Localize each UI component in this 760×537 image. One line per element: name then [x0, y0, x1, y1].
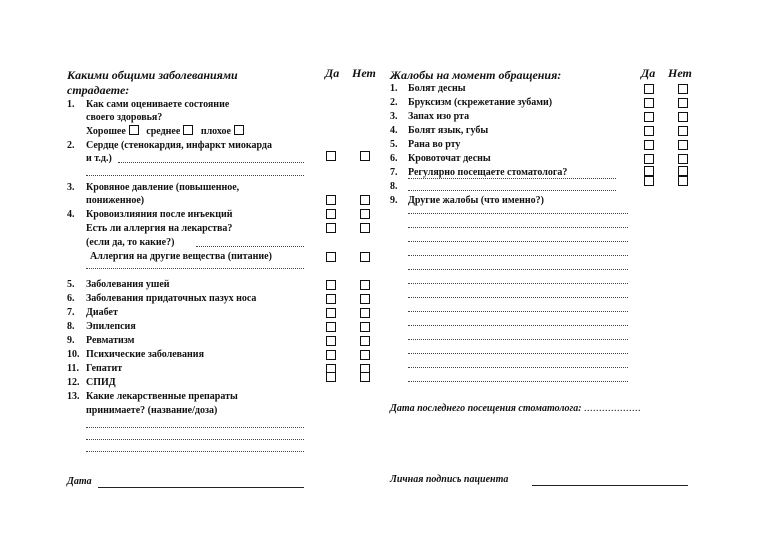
complaint-7-fill-line[interactable]	[408, 178, 616, 179]
item-5-yes-checkbox[interactable]	[326, 280, 336, 290]
q1-line2: своего здоровья?	[86, 112, 163, 123]
q3-line2: пониженное)	[86, 195, 145, 206]
date-label: Дата	[67, 476, 92, 487]
left-col-no-header: Нет	[352, 66, 376, 80]
last-visit-field[interactable]	[390, 403, 641, 414]
item-9-label: Ревматизм	[86, 335, 135, 346]
item-8-number: 8.	[67, 321, 75, 332]
item-12-label: СПИД	[86, 377, 116, 388]
other-complaints-line[interactable]	[408, 381, 628, 382]
complaint-4-yes-checkbox[interactable]	[644, 126, 654, 136]
item-9-yes-checkbox[interactable]	[326, 336, 336, 346]
complaint-9-label: Другие жалобы (что именно?)	[408, 195, 544, 206]
complaint-7-number: 7.	[390, 167, 398, 178]
other-complaints-line[interactable]	[408, 325, 628, 326]
item-9-number: 9.	[67, 335, 75, 346]
q4-injection-no-checkbox[interactable]	[360, 209, 370, 219]
item-10-no-checkbox[interactable]	[360, 350, 370, 360]
q2-yes-checkbox[interactable]	[326, 151, 336, 161]
complaint-6-number: 6.	[390, 153, 398, 164]
q4-line1: Кровоизлияния после инъекций	[86, 209, 233, 220]
last-visit-label: Дата последнего посещения стоматолога:	[390, 403, 582, 414]
item-12-no-checkbox[interactable]	[360, 372, 370, 382]
q13-fill-line-3[interactable]	[86, 451, 304, 452]
date-field[interactable]	[98, 487, 304, 488]
complaint-7-yes-checkbox[interactable]	[644, 166, 654, 176]
complaint-1-yes-checkbox[interactable]	[644, 84, 654, 94]
other-complaints-line[interactable]	[408, 297, 628, 298]
q1-bad-checkbox[interactable]	[234, 125, 244, 135]
q1-good-checkbox[interactable]	[129, 125, 139, 135]
complaint-1-number: 1.	[390, 83, 398, 94]
q4-drug-allergy-fill-line[interactable]	[196, 246, 304, 247]
item-6-number: 6.	[67, 293, 75, 304]
left-col-yes-header: Да	[325, 66, 340, 80]
complaint-6-label: Кровоточат десны	[408, 153, 491, 164]
item-5-number: 5.	[67, 279, 75, 290]
right-heading: Жалобы на момент обращения:	[390, 68, 562, 82]
item-10-label: Психические заболевания	[86, 349, 204, 360]
complaint-9-number: 9.	[390, 195, 398, 206]
q2-no-checkbox[interactable]	[360, 151, 370, 161]
q4-other-allergy-no-checkbox[interactable]	[360, 252, 370, 262]
q1-option-bad-label: плохое	[200, 126, 231, 137]
other-complaints-line[interactable]	[408, 255, 628, 256]
complaint-2-number: 2.	[390, 97, 398, 108]
complaint-1-no-checkbox[interactable]	[678, 84, 688, 94]
item-12-number: 12.	[67, 377, 80, 388]
other-complaints-line[interactable]	[408, 227, 628, 228]
q1-option-average-label: среднее	[146, 126, 181, 137]
q1-number: 1.	[67, 99, 75, 110]
complaint-3-label: Запах изо рта	[408, 111, 470, 122]
complaint-8-number: 8.	[390, 181, 398, 192]
q4-line3: (если да, то какие?)	[86, 237, 175, 248]
q4-line4: Аллергия на другие вещества (питание)	[90, 251, 272, 262]
q1-average-checkbox[interactable]	[183, 125, 193, 135]
other-complaints-line[interactable]	[408, 283, 628, 284]
last-visit-value: ...................	[584, 403, 642, 414]
q3-number: 3.	[67, 182, 75, 193]
item-5-label: Заболевания ушей	[86, 279, 170, 290]
complaint-4-no-checkbox[interactable]	[678, 126, 688, 136]
item-10-yes-checkbox[interactable]	[326, 350, 336, 360]
q2-fill-line-2[interactable]	[86, 175, 304, 176]
q1-options	[86, 125, 249, 138]
q13-fill-line-1[interactable]	[86, 427, 304, 428]
complaint-4-number: 4.	[390, 125, 398, 136]
q13-fill-line-2[interactable]	[86, 439, 304, 440]
complaint-3-number: 3.	[390, 111, 398, 122]
q1-option-good-label: Хорошее	[86, 126, 126, 137]
signature-field[interactable]	[532, 485, 688, 486]
q3-yes-checkbox[interactable]	[326, 195, 336, 205]
item-8-yes-checkbox[interactable]	[326, 322, 336, 332]
q3-no-checkbox[interactable]	[360, 195, 370, 205]
complaint-7-label: Регулярно посещаете стоматолога?	[408, 167, 568, 178]
item-9-no-checkbox[interactable]	[360, 336, 370, 346]
other-complaints-line[interactable]	[408, 241, 628, 242]
q13-line1: Какие лекарственные препараты	[86, 391, 238, 402]
q2-number: 2.	[67, 140, 75, 151]
item-11-number: 11.	[67, 363, 79, 374]
complaint-5-label: Рана во рту	[408, 139, 461, 150]
item-5-no-checkbox[interactable]	[360, 280, 370, 290]
q4-injection-yes-checkbox[interactable]	[326, 209, 336, 219]
item-6-yes-checkbox[interactable]	[326, 294, 336, 304]
other-complaints-line[interactable]	[408, 353, 628, 354]
complaint-2-yes-checkbox[interactable]	[644, 98, 654, 108]
item-8-label: Эпилепсия	[86, 321, 136, 332]
q4-line2: Есть ли аллергия на лекарства?	[86, 223, 233, 234]
other-complaints-line[interactable]	[408, 339, 628, 340]
other-complaints-line[interactable]	[408, 367, 628, 368]
item-7-number: 7.	[67, 307, 75, 318]
signature-label: Личная подпись пациента	[390, 474, 509, 485]
q13-line2: принимаете? (название/доза)	[86, 405, 218, 416]
item-7-yes-checkbox[interactable]	[326, 308, 336, 318]
other-complaints-line[interactable]	[408, 213, 628, 214]
item-6-label: Заболевания придаточных пазух носа	[86, 293, 257, 304]
complaint-7-no-checkbox[interactable]	[678, 166, 688, 176]
other-complaints-line[interactable]	[408, 311, 628, 312]
complaint-8-fill-line[interactable]	[408, 190, 616, 191]
complaint-8-yes-checkbox[interactable]	[644, 176, 654, 186]
complaint-2-no-checkbox[interactable]	[678, 98, 688, 108]
right-col-yes-header: Да	[641, 66, 656, 80]
q4-other-allergy-yes-checkbox[interactable]	[326, 252, 336, 262]
q2-fill-line-1[interactable]	[118, 162, 304, 163]
right-col-no-header: Нет	[668, 66, 692, 80]
complaint-6-yes-checkbox[interactable]	[644, 154, 654, 164]
item-7-no-checkbox[interactable]	[360, 308, 370, 318]
left-heading-line2: страдаете:	[67, 83, 130, 97]
q2-line2: и т.д.)	[86, 153, 112, 164]
complaint-5-yes-checkbox[interactable]	[644, 140, 654, 150]
complaint-5-number: 5.	[390, 139, 398, 150]
item-11-label: Гепатит	[86, 363, 123, 374]
item-7-label: Диабет	[86, 307, 118, 318]
q4-drug-allergy-yes-checkbox[interactable]	[326, 223, 336, 233]
q4-drug-allergy-no-checkbox[interactable]	[360, 223, 370, 233]
q3-line1: Кровяное давление (повышенное,	[86, 182, 240, 193]
complaint-6-no-checkbox[interactable]	[678, 154, 688, 164]
complaint-1-label: Болят десны	[408, 83, 466, 94]
item-8-no-checkbox[interactable]	[360, 322, 370, 332]
item-6-no-checkbox[interactable]	[360, 294, 370, 304]
complaint-3-no-checkbox[interactable]	[678, 112, 688, 122]
q4-number: 4.	[67, 209, 75, 220]
left-heading-line1: Какими общими заболеваниями	[67, 68, 238, 82]
complaint-4-label: Болят язык, губы	[408, 125, 489, 136]
q4-other-allergy-fill-line[interactable]	[86, 268, 304, 269]
q13-number: 13.	[67, 391, 80, 402]
complaint-2-label: Бруксизм (скрежетание зубами)	[408, 97, 553, 108]
other-complaints-line[interactable]	[408, 269, 628, 270]
complaint-8-no-checkbox[interactable]	[678, 176, 688, 186]
complaint-5-no-checkbox[interactable]	[678, 140, 688, 150]
item-10-number: 10.	[67, 349, 80, 360]
q2-line1: Сердце (стенокардия, инфаркт миокарда	[86, 140, 272, 151]
q1-line1: Как сами оцениваете состояние	[86, 99, 230, 110]
complaint-3-yes-checkbox[interactable]	[644, 112, 654, 122]
item-12-yes-checkbox[interactable]	[326, 372, 336, 382]
